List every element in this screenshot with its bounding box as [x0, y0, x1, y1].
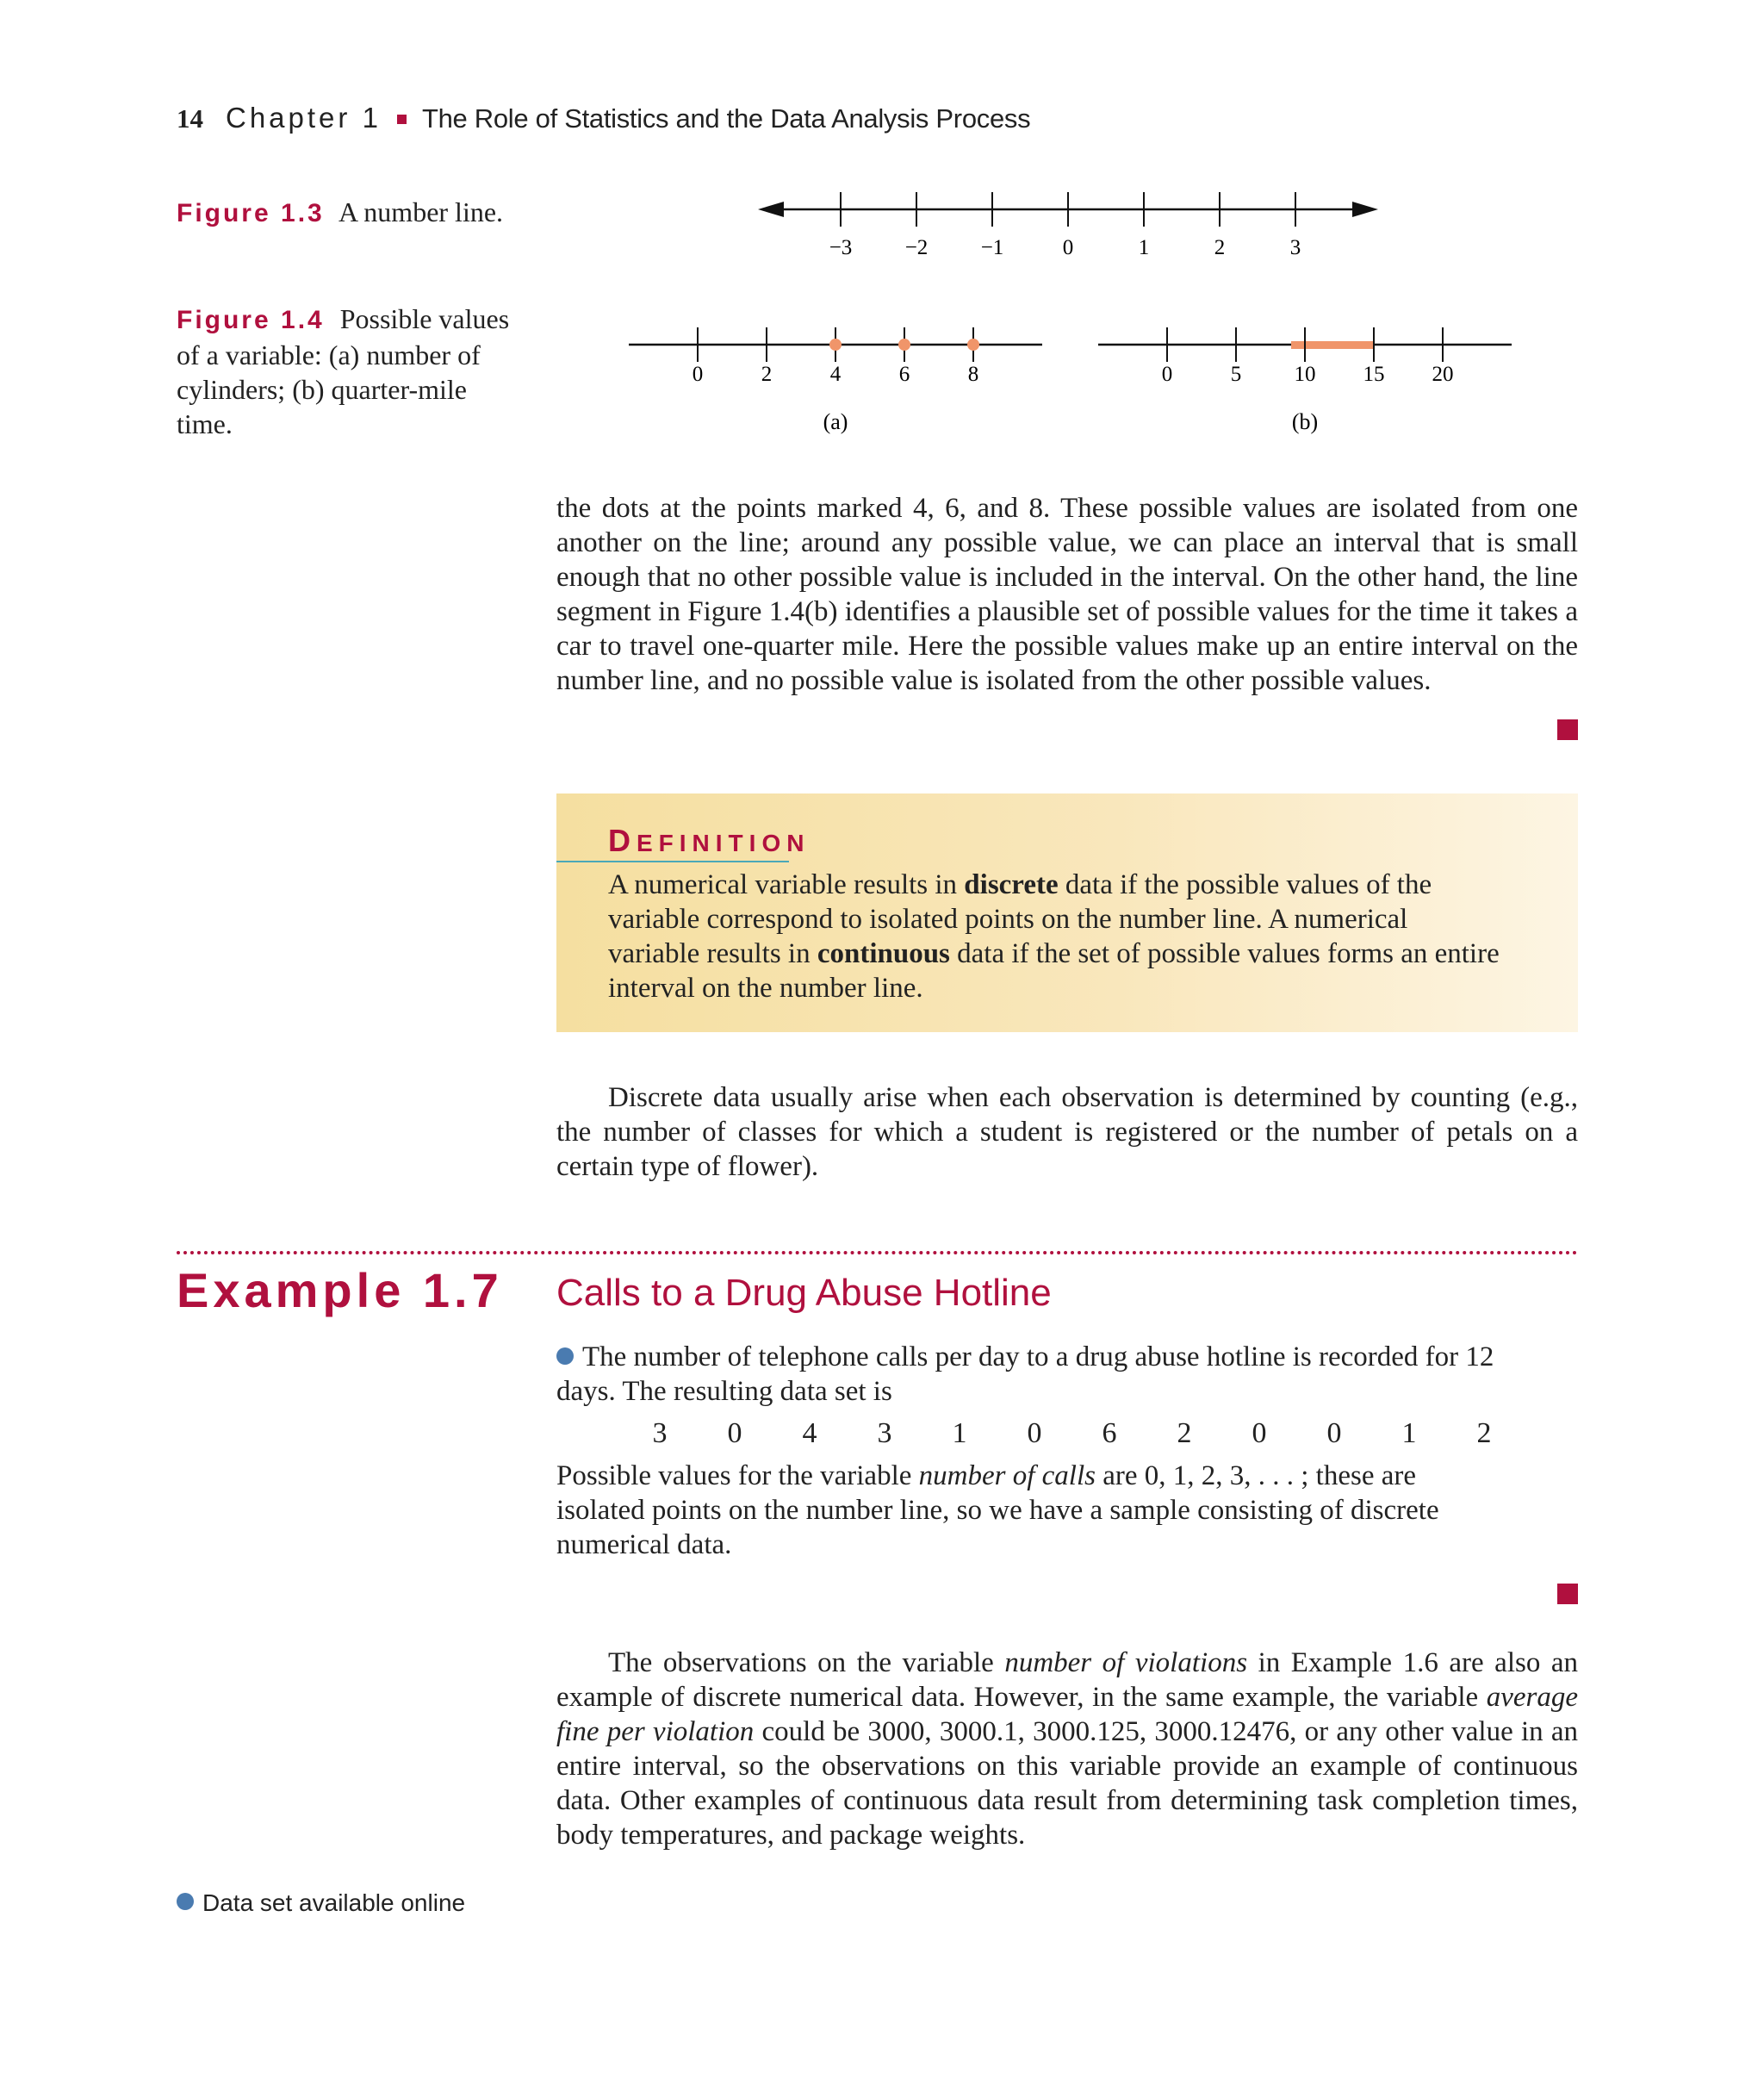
interval-segment: [1291, 341, 1374, 349]
definition-rule: [556, 861, 789, 862]
definition-box: [556, 793, 1578, 1032]
data-value: 0: [1252, 1417, 1267, 1449]
tick-label: 6: [898, 363, 910, 386]
tick-label: 0: [1161, 363, 1173, 386]
figure-label: Figure 1.3: [177, 199, 325, 227]
value-dot: [967, 339, 979, 351]
example-intro: The number of telephone calls per day to a drug abuse hotline is recorded for 12 days. The resulting data set is: [556, 1341, 1494, 1407]
right-arrow-icon: [1352, 202, 1378, 217]
data-value: 1: [952, 1417, 967, 1449]
tick-label: −1: [980, 236, 1004, 259]
tick-label: −2: [904, 236, 929, 259]
square-separator-icon: [397, 115, 407, 124]
data-value: 0: [1326, 1417, 1342, 1449]
footer-note: Data set available online: [177, 1889, 465, 1917]
figure-1-4-caption: [177, 302, 521, 441]
data-value: 2: [1476, 1417, 1492, 1449]
tick-label: 0: [692, 363, 704, 386]
figure-1-3-caption: [177, 195, 521, 231]
data-value: 3: [652, 1417, 668, 1449]
data-value: 2: [1177, 1417, 1192, 1449]
tick-label: 5: [1230, 363, 1242, 386]
data-value: 4: [802, 1417, 817, 1449]
data-set-online-icon: [177, 1893, 194, 1910]
page-number: 14: [177, 103, 203, 134]
data-value: 6: [1102, 1417, 1117, 1449]
tick-label: 0: [1062, 236, 1074, 259]
tick-label: 4: [829, 363, 842, 386]
figure-1-4b-number-line: [1098, 319, 1512, 439]
chapter-title: The Role of Statistics and the Data Analysis Process: [421, 103, 1031, 134]
tick-label: 2: [1214, 236, 1226, 259]
tick-label: 20: [1432, 363, 1454, 386]
end-mark-icon: [1557, 1584, 1578, 1604]
tick-label: 10: [1294, 363, 1316, 386]
term-continuous: continuous: [817, 938, 950, 969]
tick-label: 1: [1138, 236, 1150, 259]
definition-text: A numerical variable results in discrete data if the possible values of the variable correspond to isolated points on the number line. A numerical variable results in continuous data if the set of possible values forms an entire interval on the number line.: [608, 869, 1500, 1004]
data-set-online-icon: [556, 1347, 574, 1365]
paragraph-2: Discrete data usually arise when each observation is determined by counting (e.g., the number of classes for which a student is registered or the number of petals on a certain type of flower).: [556, 1082, 1578, 1182]
dotted-divider: [177, 1251, 1578, 1254]
data-value: 3: [877, 1417, 892, 1449]
end-mark-icon: [1557, 719, 1578, 740]
example-title: Calls to a Drug Abuse Hotline: [556, 1272, 1052, 1314]
data-value: 0: [727, 1417, 742, 1449]
running-head: [177, 102, 1030, 134]
example-label: Example 1.7: [177, 1263, 503, 1317]
figure-1-4a-number-line: [629, 319, 1042, 439]
tick-label: −3: [829, 236, 853, 259]
panel-label-a: (a): [823, 409, 848, 434]
value-dot: [829, 339, 842, 351]
term-discrete: discrete: [964, 869, 1059, 900]
example-conclusion: Possible values for the variable number of calls are 0, 1, 2, 3, . . . ; these are isolated points on the number line, so we have a sample consisting of discrete numerical data.: [556, 1460, 1439, 1560]
figure-label: Figure 1.4: [177, 306, 325, 334]
tick-label: 3: [1289, 236, 1301, 259]
paragraph-1: the dots at the points marked 4, 6, and 8. These possible values are isolated from one another on the line; around any possible value, we can place an interval that is small enough that no other possible value is included in the interval. On the other hand, the line segment in Figure 1.4(b) identifies a plausible set of possible values for the time it takes a car to travel one-quarter mile. Here the possible values make up an entire interval on the number line, and no possible value is isolated from the other possible values.: [556, 493, 1578, 696]
tick-label: 8: [967, 363, 979, 386]
figure-1-3-number-line: [749, 181, 1387, 276]
paragraph-3: The observations on the variable number of violations in Example 1.6 are also an example of discrete numerical data. However, in the same example, the variable average fine per violation could be 3000, 3000.1, 3000.125, 3000.12476, or any other value in an entire interval, so the observations on this variable provide an example of continuous data. Other examples of continuous data result from determining task completion times, body temperatures, and package weights.: [556, 1647, 1579, 1851]
tick-label: 2: [761, 363, 773, 386]
definition-title: DEFINITION: [608, 823, 811, 858]
tick-label: 15: [1363, 363, 1385, 386]
caption-text: Possible values of a variable: (a) number of cylinders; (b) quarter-mile time.: [177, 303, 510, 439]
caption-text: A number line.: [338, 196, 504, 227]
chapter-label: Chapter 1: [226, 102, 382, 134]
panel-label-b: (b): [1291, 409, 1319, 434]
value-dot: [898, 339, 910, 351]
data-value: 1: [1401, 1417, 1417, 1449]
left-arrow-icon: [758, 202, 784, 217]
data-value: 0: [1027, 1417, 1042, 1449]
